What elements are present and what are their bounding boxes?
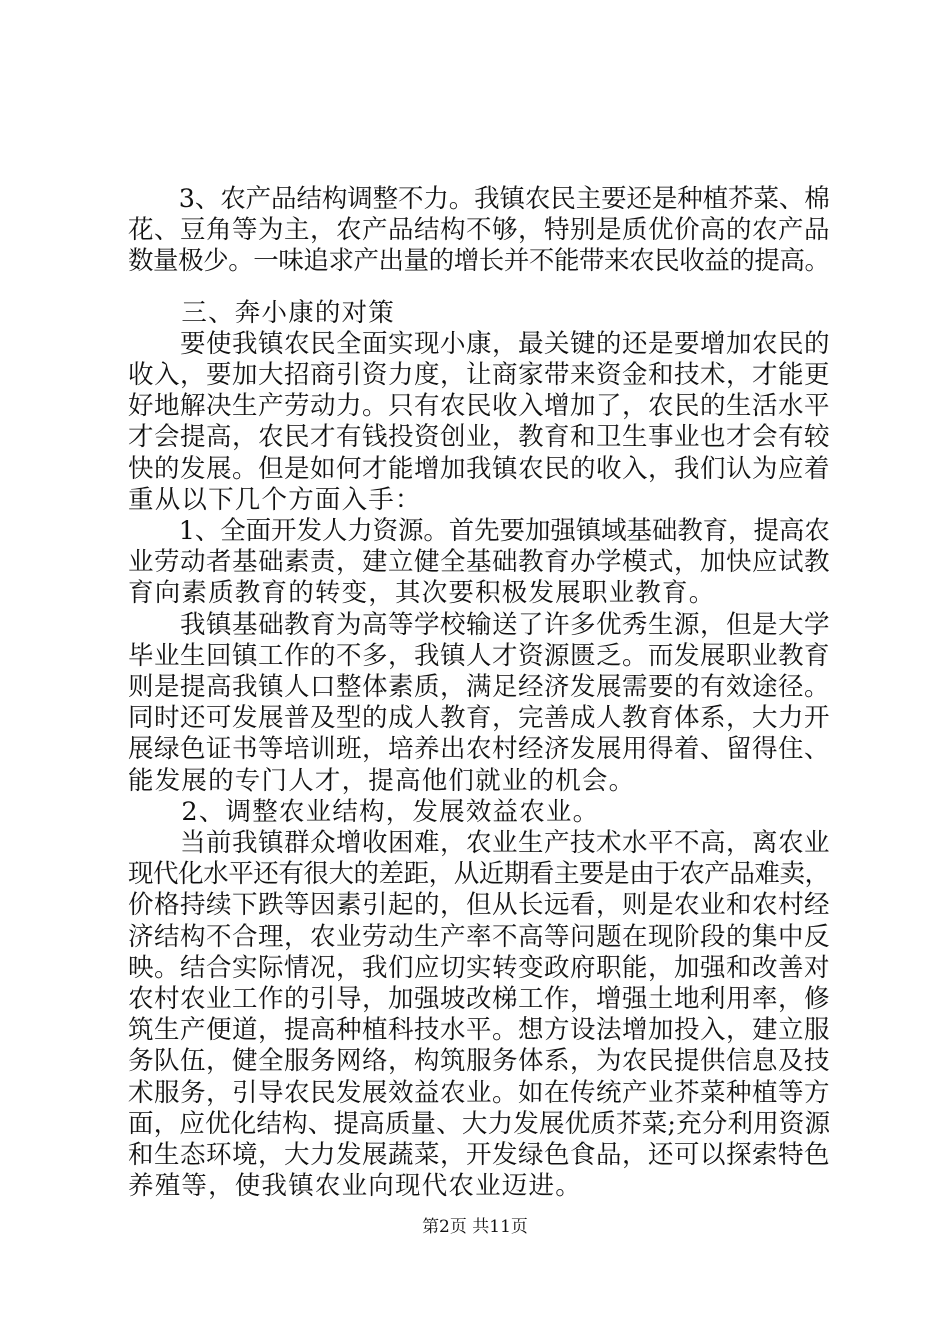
text-line: 筑生产便道，提高种植科技水平。想方设法增加投入，建立服 <box>128 1015 831 1046</box>
text-line: 价格持续下跌等因素引起的，但从长远看，则是农业和农村经 <box>128 890 831 921</box>
text-line: 3、农产品结构调整不力。我镇农民主要还是种植芥菜、棉 <box>128 184 830 214</box>
text-line: 面，应优化结构、提高质量、大力发展优质芥菜;充分利用资源 <box>128 1108 831 1139</box>
text-line: 映。结合实际情况，我们应切实转变政府职能，加强和改善对 <box>128 952 831 983</box>
text-line: 业劳动者基础素责，建立健全基础教育办学模式，加快应试教 <box>128 547 831 578</box>
text-line: 务队伍，健全服务网络，构筑服务体系，为农民提供信息及技 <box>128 1046 831 1077</box>
page-footer: 第2页 共11页 <box>422 1217 528 1237</box>
text-line: 重从以下几个方面入手： <box>128 484 422 515</box>
text-line: 花、豆角等为主，农产品结构不够，特别是质优价高的农产品 <box>128 215 831 246</box>
text-line: 济结构不合理，农业劳动生产率不高等问题在现阶段的集中反 <box>128 921 831 952</box>
text-line: 毕业生回镇工作的不多，我镇人才资源匮乏。而发展职业教育 <box>128 640 831 671</box>
text-line: 养殖等，使我镇农业向现代农业迈进。 <box>128 1171 582 1202</box>
text-line: 数量极少。一味追求产出量的增长并不能带来农民收益的提高。 <box>128 246 830 277</box>
text-line: 同时还可发展普及型的成人教育，完善成人教育体系，大力开 <box>128 703 831 734</box>
text-line: 才会提高，农民才有钱投资创业，教育和卫生事业也才会有较 <box>128 422 831 453</box>
text-line: 能发展的专门人才，提高他们就业的机会。 <box>128 765 636 796</box>
text-line: 2、调整农业结构，发展效益农业。 <box>128 796 600 827</box>
text-line: 快的发展。但是如何才能增加我镇农民的收入，我们认为应着 <box>128 453 831 484</box>
text-line: 收入，要加大招商引资力度，让商家带来资金和技术，才能更 <box>128 360 831 390</box>
text-line: 则是提高我镇人口整体素质，满足经济发展需要的有效途径。 <box>128 672 831 702</box>
text-line: 好地解决生产劳动力。只有农民收入增加了，农民的生活水平 <box>128 391 831 422</box>
text-line: 展绿色证书等培训班，培养出农村经济发展用得着、留得住、 <box>128 734 831 765</box>
text-line: 1、全面开发人力资源。首先要加强镇域基础教育，提高农 <box>128 516 830 546</box>
text-line: 农村农业工作的引导，加强坡改梯工作，增强土地利用率，修 <box>128 984 831 1014</box>
text-line: 现代化水平还有很大的差距，从近期看主要是由于农产品难卖， <box>128 859 830 890</box>
text-line: 术服务，引导农民发展效益农业。如在传统产业芥菜种植等方 <box>128 1077 831 1108</box>
text-line: 当前我镇群众增收困难，农业生产技术水平不高，离农业 <box>128 828 831 858</box>
text-line: 和生态环境，大力发展蔬菜，开发绿色食品，还可以探索特色 <box>128 1140 831 1170</box>
text-line: 我镇基础教育为高等学校输送了许多优秀生源，但是大学 <box>128 609 831 640</box>
section-heading: 三、奔小康的对策 <box>128 297 396 328</box>
text-line: 要使我镇农民全面实现小康，最关键的还是要增加农民的 <box>128 328 831 359</box>
text-line: 育向素质教育的转变，其次要积极发展职业教育。 <box>128 578 716 609</box>
